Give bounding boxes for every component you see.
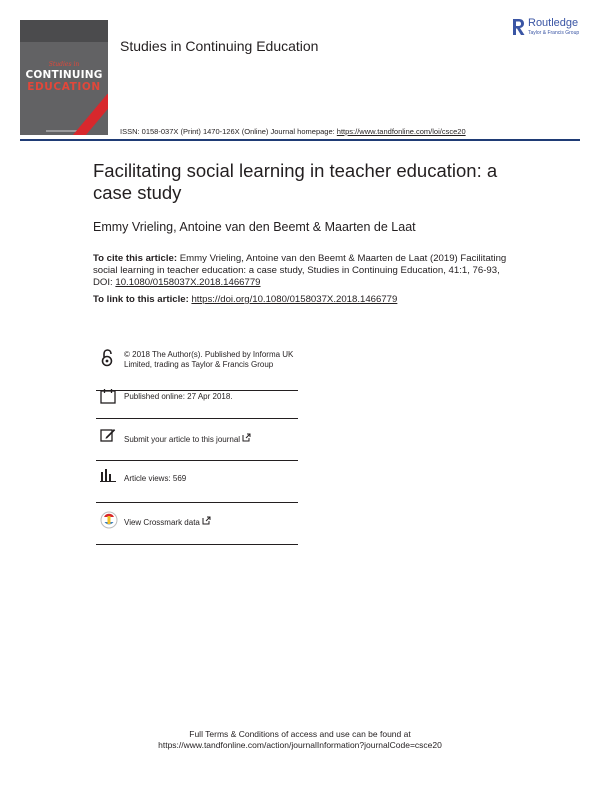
- published-row: [96, 388, 298, 419]
- cover-studies-text: Studies in: [48, 61, 80, 68]
- header-rule: [20, 139, 580, 141]
- edit-icon: [100, 427, 116, 443]
- cover-continuing-text: CONTINUING: [25, 69, 103, 81]
- crossmark-icon: [100, 511, 118, 529]
- link-to-article: [93, 294, 397, 306]
- footer-terms-link[interactable]: https://www.tandfonline.com/action/journalInformation?journalCode=csce20: [158, 740, 442, 750]
- routledge-logo-icon: [510, 17, 526, 37]
- publisher-tagline: Taylor & Francis Group: [528, 30, 580, 36]
- crossmark-link[interactable]: [124, 516, 211, 528]
- issn-text: ISSN: 0158-037X (Print) 1470-126X (Online) Journal homepage:: [120, 127, 337, 136]
- journal-title[interactable]: Studies in Continuing Education: [120, 38, 319, 54]
- views-row[interactable]: [96, 465, 298, 503]
- article-doi-url[interactable]: https://doi.org/10.1080/0158037X.2018.1466779: [191, 294, 398, 305]
- footer: [0, 729, 600, 751]
- article-authors: Emmy Vrieling, Antoine van den Beemt & Maarten de Laat: [93, 220, 416, 234]
- footer-terms-text: Full Terms & Conditions of access and use can be found at: [189, 729, 411, 739]
- cover-education-text: EDUCATION: [27, 81, 101, 93]
- citation-block: [93, 253, 513, 289]
- link-label: To link to this article:: [93, 294, 192, 305]
- license-text: © 2018 The Author(s). Published by Informa UK Limited, trading as Taylor & Francis Group: [124, 350, 294, 369]
- citation-label: To cite this article:: [93, 253, 178, 264]
- open-lock-icon: [100, 349, 114, 367]
- citation-text: Emmy Vrieling, Antoine van den Beemt & Maarten de Laat (2019) Facilitating social learning in teacher education: a case study, Studies in Continuing Education, 41:1, 76-93, DOI:: [93, 253, 507, 288]
- external-link-icon: [242, 433, 251, 442]
- crossmark-row[interactable]: [96, 507, 298, 545]
- open-access-row: [96, 348, 298, 391]
- article-title: Facilitating social learning in teacher education: a case study: [93, 160, 498, 203]
- cover-ribbon: [69, 94, 108, 135]
- publisher-name: Routledge: [528, 17, 579, 29]
- article-views-text[interactable]: Article views: 569: [124, 474, 187, 483]
- issn-line: [120, 127, 466, 136]
- submit-row[interactable]: [96, 424, 298, 461]
- submit-article-link[interactable]: [124, 433, 251, 445]
- citation-doi-link[interactable]: 10.1080/0158037X.2018.1466779: [115, 277, 261, 288]
- cover-top-band: [20, 20, 108, 42]
- external-link-icon: [202, 516, 211, 525]
- journal-cover: [20, 20, 108, 135]
- published-text: Published online: 27 Apr 2018.: [124, 392, 233, 401]
- calendar-icon: [100, 388, 116, 404]
- bar-chart-icon: [100, 468, 116, 482]
- submit-text: Submit your article to this journal: [124, 435, 241, 444]
- crossmark-text: View Crossmark data: [124, 518, 200, 527]
- journal-homepage-link[interactable]: https://www.tandfonline.com/loi/csce20: [336, 127, 466, 136]
